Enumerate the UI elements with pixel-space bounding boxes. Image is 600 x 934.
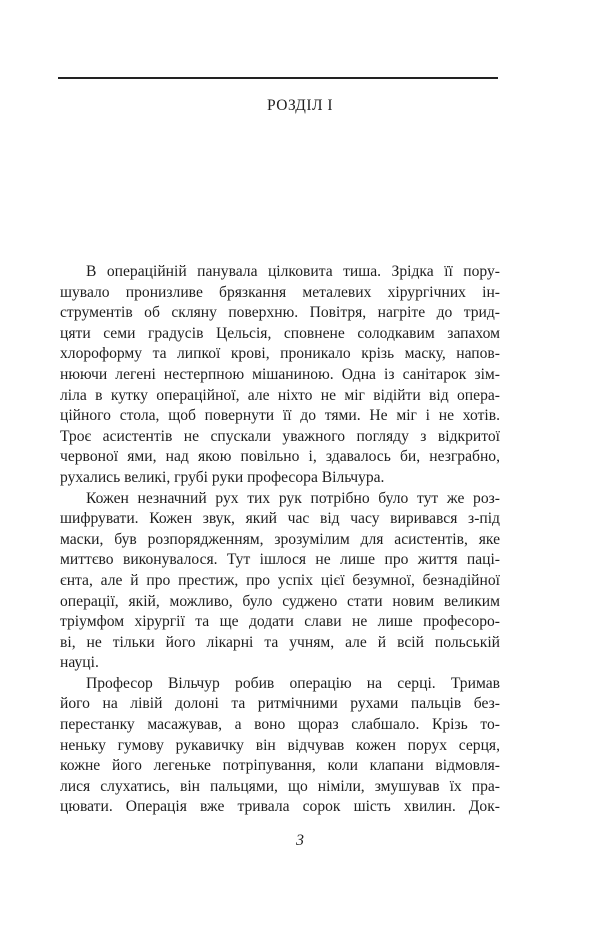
header-rule: [58, 77, 498, 79]
text-line: тріумфом хірургії та ще додати слави не лише професоро-: [60, 613, 500, 631]
text-line: Троє асистентів не спускали уважного погляду з відкритої: [60, 427, 500, 445]
text-line: науці.: [60, 654, 99, 672]
text-line: шифрувати. Кожен звук, який час від часу виривався з-під: [60, 510, 500, 528]
text-line: єнта, але й про престиж, про успіх цієї безумної, безнадійної: [60, 571, 500, 589]
text-line: струментів об скляну поверхню. Повітря, нагріте до трид-: [60, 304, 500, 322]
body-text: [60, 262, 500, 818]
text-line: лися слухатись, він пальцями, що німіли, змушував їх пра-: [60, 777, 500, 795]
text-line: В операційній панувала цілковита тиша. Зрідка її пору-: [86, 263, 500, 280]
text-line: ві, не тільки його лікарні та учням, але й всій польській: [60, 633, 500, 651]
paragraph: [60, 262, 500, 489]
text-line: неньку гумову рукавичку він відчував кожен порух серця,: [60, 736, 500, 754]
text-line: червоної ями, над якою повільно і, здавалось би, незграбно,: [60, 448, 500, 466]
text-line: перестанку масажував, а воно щораз слабшало. Крізь то-: [60, 716, 500, 734]
paragraph: [60, 489, 500, 674]
text-line: кожне його легеньке потріпування, коли клапани відмовля-: [60, 757, 500, 775]
text-line: Кожен незначний рух тих рук потрібно було тут же роз-: [86, 489, 500, 507]
text-line: його на лівій долоні та ритмічними рухами пальців без-: [60, 695, 500, 713]
page-number: 3: [296, 832, 304, 849]
text-line: Професор Вільчур робив операцію на серці. Тримав: [86, 674, 500, 692]
text-line: миттєво виконувалося. Тут ішлося не лише про життя паці-: [60, 551, 500, 569]
text-line: шувало пронизливе брязкання металевих хірургічних ін-: [60, 283, 500, 301]
text-line: ліла в кутку операційної, але ніхто не міг відійти від опера-: [60, 386, 500, 404]
text-line: цяти семи градусів Цельсія, сповнене солодкавим запахом: [60, 324, 500, 342]
text-line: рухались великі, грубі руки професора Вільчура.: [60, 468, 385, 486]
chapter-title: РОЗДІЛ І: [266, 97, 334, 114]
text-line: цювати. Операція вже тривала сорок шість хвилин. Док-: [60, 798, 500, 816]
text-line: хлороформу та липкої крові, проникало крізь маску, напов-: [60, 345, 500, 363]
text-line: маски, був розпорядженням, зрозумілим для асистентів, яке: [60, 530, 500, 548]
text-line: нюючи легені нестерпною мішаниною. Одна із санітарок зім-: [60, 365, 500, 383]
text-line: операції, якій, можливо, було суджено стати новим великим: [60, 592, 500, 610]
text-line: ційного стола, щоб повернути її до тями. Не міг і не хотів.: [60, 407, 500, 425]
paragraph: [60, 674, 500, 818]
